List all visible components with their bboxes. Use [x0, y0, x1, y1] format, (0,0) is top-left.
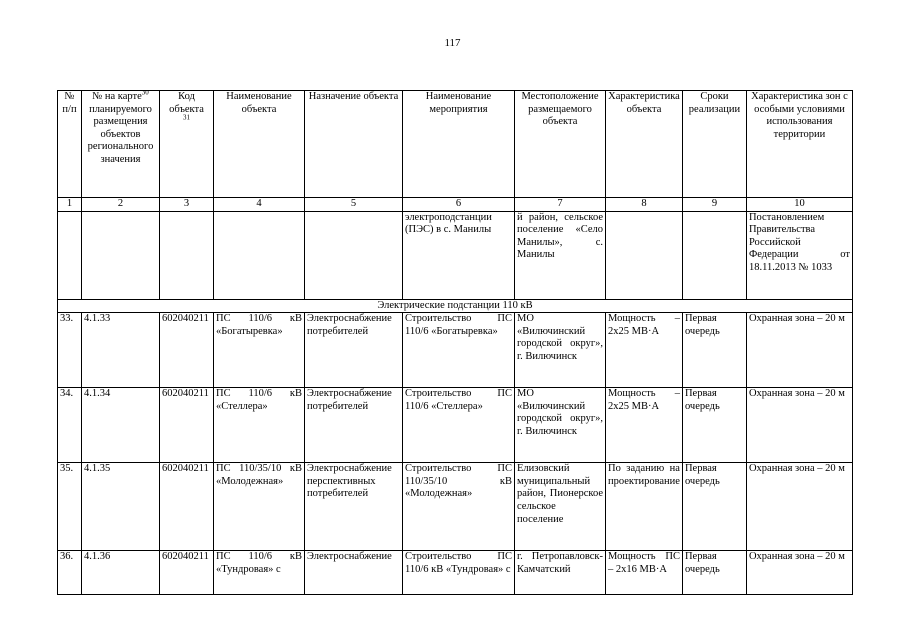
header-terms: Сроки реализации: [682, 91, 746, 198]
header-num: № п/п: [58, 91, 82, 198]
row-map-number: 4.1.36: [82, 551, 160, 595]
section-row: [58, 299, 853, 313]
row-name: ПС 110/6 кВ «Богатыревка»: [214, 313, 305, 388]
col-number: 6: [403, 198, 515, 212]
header-zone: Характеристика зон с особыми условиями использования территории: [746, 91, 852, 198]
row-number: 36.: [58, 551, 82, 595]
col-number: 5: [305, 198, 403, 212]
row-action: Строительство ПС 110/6 «Стеллера»: [403, 388, 515, 463]
section-title: Электрические подстанции 110 кВ: [58, 299, 853, 313]
row-terms: Первая очередь: [682, 551, 746, 595]
header-purpose: Назначение объекта: [305, 91, 403, 198]
row-zone: Охранная зона – 20 м: [746, 551, 852, 595]
row-number: 35.: [58, 463, 82, 551]
table-cell-location: й район, сельское поселение «Село Манилы», с. Манилы: [515, 211, 606, 299]
row-location: Елизовский муниципальный район, Пионерское сельское поселение: [515, 463, 606, 551]
page-number: 117: [444, 37, 461, 49]
table-cell: [82, 211, 160, 299]
row-terms: Первая очередь: [682, 463, 746, 551]
row-action: Строительство ПС 110/6 кВ «Тундровая» с: [403, 551, 515, 595]
col-number: 9: [682, 198, 746, 212]
table-cell: [682, 211, 746, 299]
row-location: МО «Вилючинский городской округ», г. Вилючинск: [515, 388, 606, 463]
table-row-continued: [58, 211, 853, 299]
row-map-number: 4.1.33: [82, 313, 160, 388]
header-row: [58, 91, 853, 198]
column-number-row: [58, 198, 853, 212]
row-code: 602040211: [160, 463, 214, 551]
row-name: ПС 110/6 кВ «Стеллера»: [214, 388, 305, 463]
row-zone: Охранная зона – 20 м: [746, 313, 852, 388]
row-map-number: 4.1.35: [82, 463, 160, 551]
table-cell: [160, 211, 214, 299]
row-number: 34.: [58, 388, 82, 463]
table-row: [58, 463, 853, 551]
table-cell: [305, 211, 403, 299]
header-map-num: № на карте$^{30}$ планируемого размещения объектов регионального значения: [82, 91, 160, 198]
row-location: г. Петропавловск-Камчатский: [515, 551, 606, 595]
header-characteristics: Характеристика объекта: [606, 91, 683, 198]
planning-table: [57, 90, 853, 595]
row-zone: Охранная зона – 20 м: [746, 388, 852, 463]
row-action: Строительство ПС 110/35/10 кВ «Молодежная»: [403, 463, 515, 551]
row-characteristics: Мощность ПС – 2х16 МВ·А: [606, 551, 683, 595]
row-action: Строительство ПС 110/6 «Богатыревка»: [403, 313, 515, 388]
row-code: 602040211: [160, 388, 214, 463]
col-number: 10: [746, 198, 852, 212]
col-number: 1: [58, 198, 82, 212]
table-row: [58, 313, 853, 388]
header-action: Наименование мероприятия: [403, 91, 515, 198]
row-code: 602040211: [160, 551, 214, 595]
col-number: 3: [160, 198, 214, 212]
row-characteristics: Мощность – 2х25 МВ·А: [606, 313, 683, 388]
row-code: 602040211: [160, 313, 214, 388]
header-name: Наименование объекта: [214, 91, 305, 198]
row-purpose: Электроснабжение потребителей: [305, 313, 403, 388]
header-code: Код объекта $^{31}$: [160, 91, 214, 198]
row-characteristics: По заданию на проектирование: [606, 463, 683, 551]
col-number: 4: [214, 198, 305, 212]
row-number: 33.: [58, 313, 82, 388]
row-zone: Охранная зона – 20 м: [746, 463, 852, 551]
row-location: МО «Вилючинский городской округ», г. Вилючинск: [515, 313, 606, 388]
row-name: ПС 110/35/10 кВ «Молодежная»: [214, 463, 305, 551]
row-purpose: Электроснабжение потребителей: [305, 388, 403, 463]
table-cell-zone: Постановлением Правительства Российской Федерации от 18.11.2013 № 1033: [746, 211, 852, 299]
table-cell: [214, 211, 305, 299]
header-location: Местоположение размещаемого объекта: [515, 91, 606, 198]
col-number: 7: [515, 198, 606, 212]
row-name: ПС 110/6 кВ «Тундровая» с: [214, 551, 305, 595]
col-number: 2: [82, 198, 160, 212]
table-row: [58, 551, 853, 595]
table-cell: [58, 211, 82, 299]
row-characteristics: Мощность – 2х25 МВ·А: [606, 388, 683, 463]
col-number: 8: [606, 198, 683, 212]
row-map-number: 4.1.34: [82, 388, 160, 463]
table-cell: [606, 211, 683, 299]
table-cell-action: электроподстанции (ПЭС) в с. Манилы: [403, 211, 515, 299]
row-purpose: Электроснабжение перспективных потребителей: [305, 463, 403, 551]
row-purpose: Электроснабжение: [305, 551, 403, 595]
row-terms: Первая очередь: [682, 388, 746, 463]
row-terms: Первая очередь: [682, 313, 746, 388]
table-row: [58, 388, 853, 463]
